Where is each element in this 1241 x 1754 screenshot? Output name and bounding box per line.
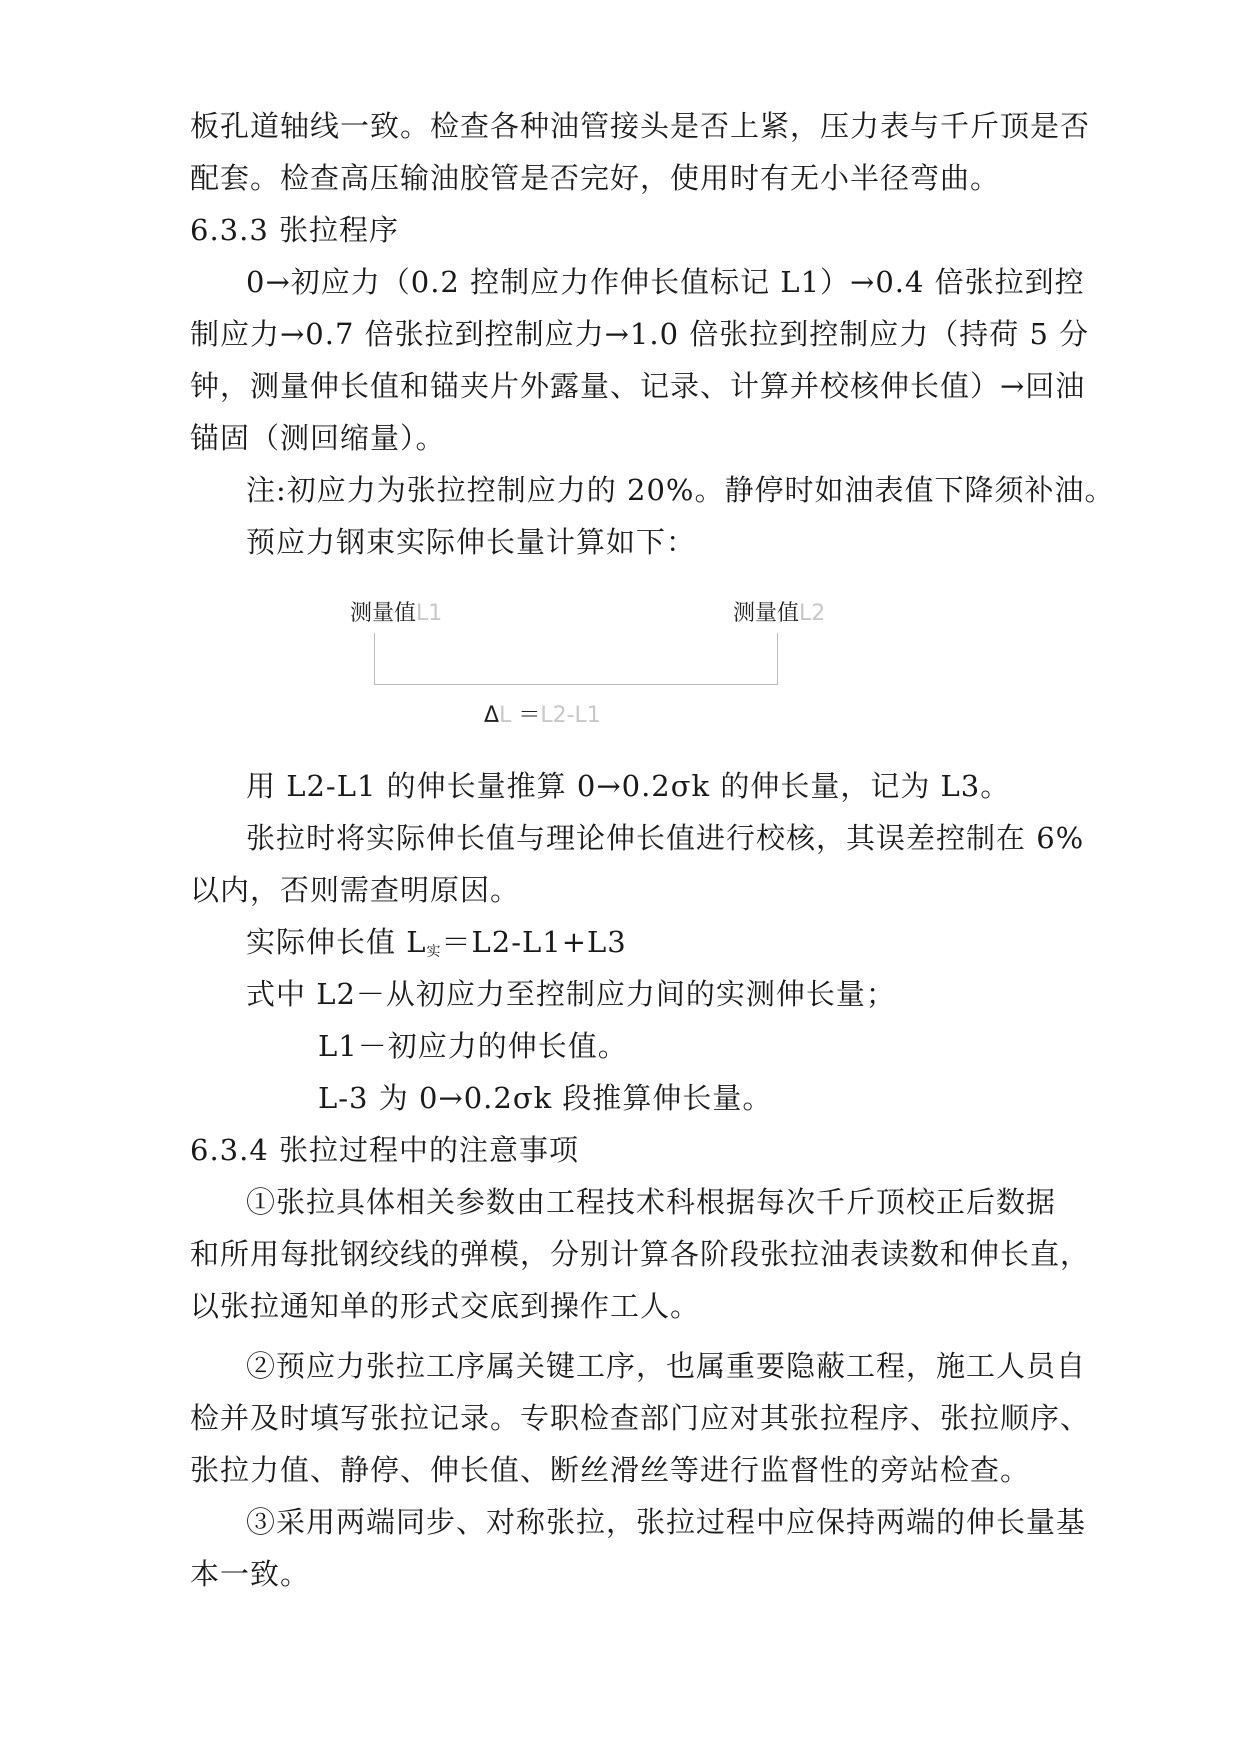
paragraph-line: 锚固（测回缩量）。 (190, 421, 446, 455)
formula-suffix: ＝L2-L1+L3 (441, 925, 627, 959)
paragraph-line: 以内，否则需查明原因。 (190, 873, 521, 907)
figure-label-mark: L2 (799, 601, 826, 626)
paragraph-line: 预应力钢束实际伸长量计算如下： (246, 525, 697, 559)
list-item-line: 张拉力值、静停、伸长值、断丝滑丝等进行监督性的旁站检查。 (190, 1453, 1031, 1487)
figure-label-l1 (350, 596, 442, 627)
paragraph-line: 用 L2-L1 的伸长量推算 0→0.2σk 的伸长量，记为 L3。 (246, 769, 1011, 803)
list-item-line: ③采用两端同步、对称张拉，张拉过程中应保持两端的伸长量基 (246, 1505, 1087, 1539)
paragraph-line: 张拉时将实际伸长值与理论伸长值进行校核，其误差控制在 6% (246, 821, 1085, 855)
figure-label-text: 测量值 (350, 601, 417, 626)
paragraph-line: 制应力→0.7 倍张拉到控制应力→1.0 倍张拉到控制应力（持荷 5 分 (190, 317, 1090, 351)
paragraph-line: 板孔道轴线一致。检查各种油管接头是否上紧，压力表与千斤顶是否 (190, 109, 1091, 143)
list-item-line: 检并及时填写张拉记录。专职检查部门应对其张拉程序、张拉顺序、 (190, 1401, 1091, 1435)
delta-symbol: Δ (484, 703, 500, 728)
delta-mark: L (499, 703, 512, 728)
definition-line: L1－初应力的伸长值。 (318, 1029, 628, 1063)
figure-delta-label (484, 698, 601, 729)
note-line: 注:初应力为张拉控制应力的 20%。静停时如油表值下降须补油。 (246, 473, 1115, 507)
definition-line: L-3 为 0→0.2σk 段推算伸长量。 (318, 1081, 773, 1115)
figure-label-l2 (733, 596, 825, 627)
formula-line (246, 922, 627, 972)
figure-label-mark: L1 (416, 601, 443, 626)
delta-expression: L2-L1 (540, 703, 601, 728)
list-item-line: 和所用每批钢绞线的弹模，分别计算各阶段张拉油表读数和伸长直， (190, 1237, 1091, 1271)
list-item-line: 以张拉通知单的形式交底到操作工人。 (190, 1289, 701, 1323)
list-item-line: 本一致。 (190, 1557, 311, 1591)
figure-label-text: 测量值 (733, 601, 800, 626)
delta-equals: ＝ (511, 703, 541, 728)
paragraph-line: 钟，测量伸长值和锚夹片外露量、记录、计算并校核伸长值）→回油 (190, 369, 1086, 403)
measurement-bracket (374, 633, 778, 685)
list-item-line: ②预应力张拉工序属关键工序，也属重要隐蔽工程，施工人员自 (246, 1349, 1087, 1383)
paragraph-line: 0→初应力（0.2 控制应力作伸长值标记 L1）→0.4 倍张拉到控 (246, 265, 1085, 299)
formula-prefix: 实际伸长值 L (246, 925, 427, 959)
list-item-line: ①张拉具体相关参数由工程技术科根据每次千斤顶校正后数据 (246, 1185, 1057, 1219)
definition-line: 式中 L2－从初应力至控制应力间的实测伸长量； (246, 977, 896, 1011)
paragraph-line: 配套。检查高压输油胶管是否完好，使用时有无小半径弯曲。 (190, 161, 1001, 195)
formula-subscript: 实 (426, 944, 442, 960)
section-heading: 6.3.3 张拉程序 (190, 213, 400, 247)
section-heading: 6.3.4 张拉过程中的注意事项 (190, 1133, 580, 1167)
